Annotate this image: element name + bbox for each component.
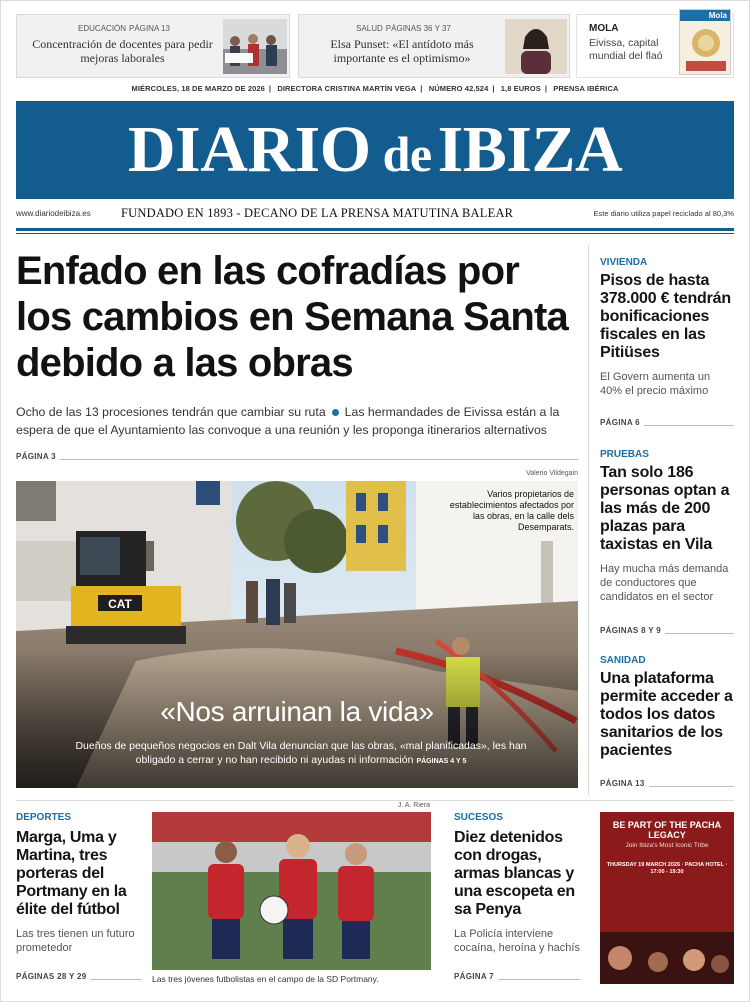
sidebar-summary: Hay mucha más demanda de conductores que candidatos en el sector <box>600 563 729 603</box>
teaser-photo <box>223 19 287 74</box>
teaser-text: Eivissa, capital mundial del flaó <box>589 37 663 62</box>
ad-crowd-image <box>600 932 734 984</box>
sidebar-page-ref[interactable]: PÁGINA 6 <box>600 418 644 427</box>
teaser-kicker: MOLA <box>589 23 619 34</box>
main-photo[interactable] <box>16 481 578 788</box>
pacha-advert[interactable] <box>600 812 734 984</box>
motto: FUNDADO EN 1893 - DECANO DE LA PRENSA MATUTINA BALEAR <box>121 206 514 220</box>
divider <box>16 459 578 460</box>
divider <box>16 228 734 231</box>
main-page-ref[interactable]: PÁGINA 3 <box>16 452 60 461</box>
photo-title: «Nos arruinan la vida» <box>160 696 434 727</box>
divider <box>16 800 734 801</box>
column-divider <box>588 245 589 795</box>
football-photo[interactable] <box>152 812 431 970</box>
story-page-ref[interactable]: PÁGINA 7 <box>454 972 498 981</box>
website-url[interactable]: www.diariodeibiza.es <box>16 209 91 218</box>
sidebar-page-ref[interactable]: PÁGINAS 8 Y 9 <box>600 626 665 635</box>
sidebar-summary: El Govern aumenta un 40% el precio máximo <box>600 371 711 397</box>
sidebar-item-sanidad[interactable]: SANIDAD Una plataforma permite acceder a todos los datos sanitarios de los pacientes <box>600 655 733 759</box>
ad-event: THURSDAY 19 MARCH 2026 · PACHA HOTEL · 17:00 - 19:30 <box>606 862 728 875</box>
edition-info: MIÉRCOLES, 18 DE MARZO DE 2026 | DIRECTORA CRISTINA MARTÍN VEGA | NÚMERO 42.524 | 1,8 EUROS | PRENSA IBÉRICA <box>131 84 619 93</box>
masthead-title: DIARIO deIBIZA <box>127 113 623 186</box>
photo-side-caption: Varios propietarios de establecimientos afectados por las obras, en la calle dels Desemparats. <box>449 489 574 532</box>
ad-headline: BE PART OF THE PACHA LEGACY <box>612 820 722 840</box>
story-summary: La Policía interviene cocaína, heroína y hachís <box>454 928 580 954</box>
teaser-mola[interactable] <box>576 11 734 78</box>
teaser-kicker: EDUCACIÓN PÁGINA 13 <box>78 24 170 33</box>
photo-credit: Valerio Vildegain <box>526 470 578 477</box>
teaser-photo <box>505 19 567 74</box>
machine-label: CAT <box>108 597 132 611</box>
masthead[interactable] <box>16 101 734 199</box>
sidebar-item-vivienda[interactable]: VIVIENDA Pisos de hasta 378.000 € tendrán bonificaciones fiscales en las Pitiüses El Govern aumenta un 40% el precio máximo <box>600 257 734 398</box>
story-headline: Marga, Uma y Martina, tres porteras del Portmany en la élite del fútbol <box>16 829 127 918</box>
story-sucesos[interactable]: SUCESOS Diez detenidos con drogas, armas blancas y una escopeta en sa Penya La Policía interviene cocaína, heroína y hachís <box>454 812 588 955</box>
mola-cover <box>679 9 731 75</box>
story-summary: Las tres tienen un futuro prometedor <box>16 928 135 954</box>
sidebar-headline: Una plataforma permite acceder a todos los datos sanitarios de los pacientes <box>600 670 733 759</box>
masthead-subline <box>16 205 734 225</box>
ad-subtitle: Join Ibiza's Most Iconic Tribe <box>625 842 709 849</box>
story-page-ref[interactable]: PÁGINAS 28 Y 29 <box>16 972 90 981</box>
teaser-kicker: SALUD PÁGINAS 36 Y 37 <box>356 24 451 33</box>
story-headline: Diez detenidos con drogas, armas blancas y una escopeta en sa Penya <box>454 829 575 918</box>
divider <box>16 233 734 234</box>
main-headline[interactable]: Enfado en las cofradías por los cambios en Semana Santa debido a las obras <box>16 249 568 385</box>
main-lede: Ocho de las 13 procesiones tendrán que cambiar su ruta Las hermandades de Eivissa están a la espera de que el Ayuntamiento las convoque a una reunión y les proponga itinerarios alternativos <box>16 405 560 437</box>
teaser-salud[interactable] <box>298 14 570 78</box>
bullet-icon <box>332 409 339 416</box>
teaser-educacion[interactable] <box>16 14 290 78</box>
photo-caption: Las tres jóvenes futbolistas en el campo de la SD Portmany. <box>152 974 379 984</box>
recycled-paper-note: Este diario utiliza papel reciclado al 80,3% <box>593 209 734 218</box>
sidebar-headline: Tan solo 186 personas optan a las más de 200 plazas para taxistas en Vila <box>600 464 730 553</box>
sidebar-page-ref[interactable]: PÁGINA 13 <box>600 779 649 788</box>
sidebar-headline: Pisos de hasta 378.000 € tendrán bonificaciones fiscales en las Pitiüses <box>600 272 731 361</box>
mola-badge: Mola <box>680 10 730 21</box>
teaser-text: Concentración de docentes para pedir mejoras laborales <box>32 37 213 65</box>
story-deportes[interactable]: DEPORTES Marga, Uma y Martina, tres porteras del Portmany en la élite del fútbol Las tres tienen un futuro prometedor <box>16 812 142 955</box>
photo-credit: J. A. Riera <box>397 802 430 809</box>
sidebar-item-pruebas[interactable]: PRUEBAS Tan solo 186 personas optan a las más de 200 plazas para taxistas en Vila Hay mucha más demanda de conductores que candidatos en el sector <box>600 449 734 604</box>
photo-subtitle: Dueños de pequeños negocios en Dalt Vila denuncian que las obras, «mal planificadas», les han obligado a cerrar y no han recibido ni ayudas ni información PÁGINAS 4 Y 5 <box>75 740 527 766</box>
teaser-text: Elsa Punset: «El antídoto más importante es el optimismo» <box>330 37 474 65</box>
